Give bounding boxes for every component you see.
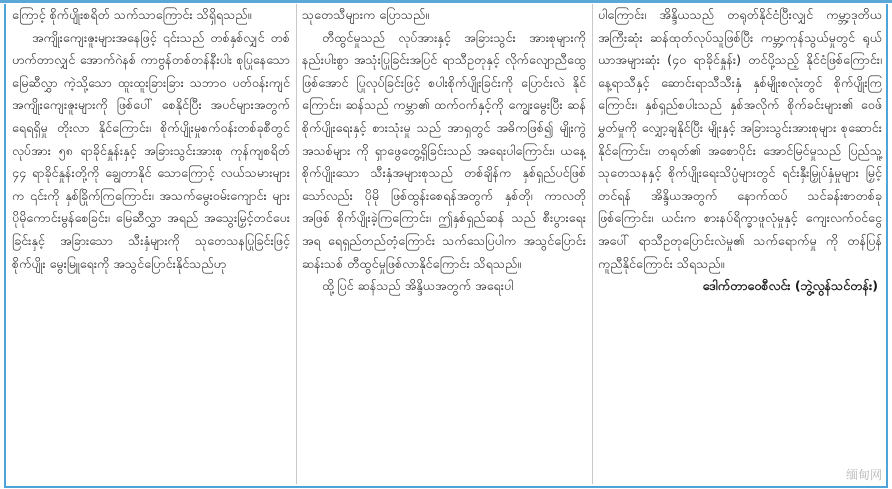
- top-rule: [0, 0, 892, 3]
- paragraph: ပါကြောင်း၊ အိန္ဒိယသည် တရုတ်နိုင်ငံပြီးလျှင် ကမ္ဘာ့ဒုတိယ အကြီးဆုံး ဆန်ထုတ်လုပ်သူဖြစ်ပြီး ကမ္ဘာ့ကုန်သွယ်မှုတွင် ရုယ်ယာအများဆုံး (၄၀ ရာခိုင်နှုန်း) တင်ပို့သည့် နိုင်ငံဖြစ်ကြောင်း၊ နေ့ရာသီနှင့် ဆောင်းရာသီသီးနှံ နှစ်မျိုးစလုံးတွင် စိုက်ပျိုးကြကြောင်း၊ နှစ်ရှည်စပါးသည် နှစ်အလိုက် စိုက်ခင်းများ၏ ဝေဖ်မွှတ်မှုကို လျှော့ချနိုင်ပြီး မျိုးနှင့် အခြားသွင်းအားစုများ စုဆောင်းနိုင်ကြောင်း၊ တရုတ်၏ အစောပိုင်း အောင်မြင်မှုသည် ပြည်သူ့သုတေသနနှင့် စိုက်ပျိုးရေးသိပ္ပံများတွင် ရင်းနှီးမြှုပ်နှံမှုများ မြှင့်တင်ရန် အိန္ဒိယအတွက် နောက်ထပ် သင်ခန်းစာတစ်ခုဖြစ်ကြောင်း၊ ယင်းက စားနပ်ရိက္ခာဖူလုံမှုနှင့် ကျေးလက်ဝင်ငွေ အပေါ် ရာသီဥတုပြောင်းလဲမှု၏ သက်ရောက်မှု ကို တန်ပြန်ကူညီနိုင်ကြောင်း သိရသည်။: [598, 7, 882, 271]
- author-signature: ဒေါက်တာဝေစီလင်း (ဘွဲ့လွန်သင်တန်း): [702, 278, 878, 294]
- article-column-3: [598, 4, 888, 486]
- paragraph: သုတေသီများက ပြောသည်။: [302, 7, 430, 22]
- bottom-rule: [4, 486, 888, 488]
- site-watermark: 缅甸网: [845, 468, 882, 482]
- paragraph: တီထွင်မှုသည် လုပ်အားနှင့် အခြားသွင်း အားစုများကို နည်းပါးစွာ အသုံးပြုခြင်းအပြင် ရာသီဥတုနှင့် လိုက်လျောညီထွေဖြစ်အောင် ပြုလုပ်ခြင်းဖြင့် စပါးစိုက်ပျိုးခြင်းကို ပြောင်းလဲ နိုင်ကြောင်း၊ ဆန်သည် ကမ္ဘာ၏ ထက်ဝက်နှင့်ကို ကျွေးမွေးပြီး ဆန်စိုက်ပျိုးရေးနှင့် စားသုံးမှု သည် အာရှတွင် အဓိကဖြစ်၍ မျိုးကွဲအသစ်များ ကို ရှာဖွေတွေ့ရှိခြင်းသည် အရေးပါကြောင်း၊ ယနေ့ စိုက်ပျိုးသော သီးနှံအများစုသည် တစ်ချိန်က နှစ်ရှည်ပင်ဖြစ်သော်လည်း ပိုမို ဖြစ်ထွန်းစေရန်အတွက် နှစ်တို၊ ကာလတို အဖြစ် စိုက်ပျိုးခဲ့ကြကြောင်း၊ ဤနှစ်ရှည်ဆန် သည် စီးပွားရေးအရ ရေရှည်တည်တံ့ကြောင်း သက်သေပြပါက အသွင်ပြောင်း ဆန်းသစ် တီထွင်မှုဖြစ်လာနိုင်ကြောင်း သိရသည်။: [302, 29, 586, 271]
- paragraph: ကြောင့် စိုက်ပျိုးစရိတ် သက်သာကြောင်း သိရှိရသည်။: [12, 7, 252, 22]
- paragraph: ထို့ပြင် ဆန်သည် အိန္ဒိယအတွက် အရေးပါ: [322, 278, 514, 294]
- article-column-1: [4, 4, 290, 486]
- article-column-2: [302, 4, 586, 486]
- column-divider: [296, 4, 297, 484]
- paragraph: အကျိုးကျေးဇူးများအနေဖြင့် ၎င်းသည် တစ်နှစ်လျှင် တစ်ဟက်တာလျှင် အောက်ဂဲနစ် ကာဗွန်တစ်တန်နီးပါး စုပြုနေသော မြေဆီလွှာ ကဲ့သို့သော ထူးထူးခြားခြား သဘာဝ ပတ်ဝန်းကျင် အကျိုးကျေးဇူးများကို ဖြစ်ပေါ် စေနိုင်ပြီး အပင်များအတွက် ရေရရှိမှု တိုးလာ နိုင်ကြောင်း၊ စိုက်ပျိုးမှုစက်ဝန်းတစ်ခုစီတွင် လုပ်အား ၅၈ ရာခိုင်နှုန်းနှင့် အခြားသွင်းအားစု ကုန်ကျစရိတ် ၄၄ ရာခိုင်နှုန်းတို့ကို ချွေတာနိုင် သောကြောင့် လယ်သမားများက ၎င်းကို နှစ်ခြိုက်ကြကြောင်း၊ အသက်မွေးဝမ်းကျောင်း များ ပိုမိုကောင်းမွန်စေခြင်း၊ မြေဆီလွှာ အရည် အသွေးမြှင့်တင်ပေးခြင်းနှင့် အခြားသော သီးနှံများကို သုတေသနပြုခြင်းဖြင့် စိုက်ပျိုး မွေးမြူရေးကို အသွင်ပြောင်းနိုင်သည်ဟု: [12, 29, 290, 271]
- column-divider: [592, 4, 593, 484]
